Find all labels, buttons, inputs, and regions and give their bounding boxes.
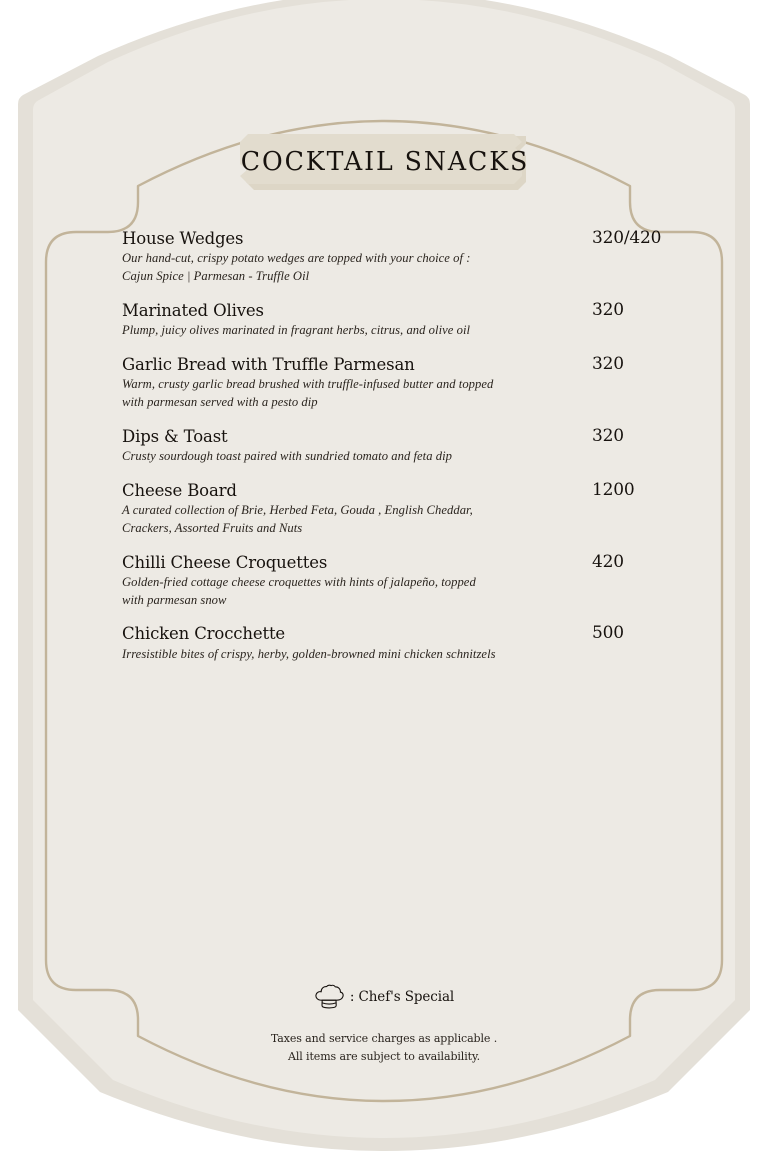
item-name: House Wedges — [122, 229, 244, 248]
item-name: Chilli Cheese Croquettes — [122, 552, 328, 572]
item-description-line: Cajun Spice | Parmesan - Truffle Oil — [122, 268, 310, 283]
menu-item — [122, 300, 682, 340]
chef-special-label: : Chef's Special — [349, 989, 455, 1005]
item-price: 320 — [592, 353, 624, 374]
item-description-line: Golden-fried cottage cheese croquettes with hints of jalapeño, topped — [122, 574, 476, 589]
item-description-line: Plump, juicy olives marinated in fragrant herbs, citrus, and olive oil — [122, 322, 471, 337]
item-price: 420 — [592, 551, 624, 572]
item-name: Garlic Bread with Truffle Parmesan — [122, 354, 415, 374]
item-description-line: Crusty sourdough toast paired with sundried tomato and feta dip — [122, 448, 453, 463]
item-description — [122, 448, 552, 466]
item-description — [122, 322, 552, 340]
item-description-line: A curated collection of Brie, Herbed Feta, Gouda , English Cheddar, — [122, 502, 473, 517]
item-description-line: Our hand-cut, crispy potato wedges are topped with your choice of : — [122, 251, 471, 266]
item-description-line: with parmesan snow — [122, 592, 227, 607]
item-price: 320 — [592, 425, 624, 446]
item-description — [122, 646, 552, 664]
menu-item — [122, 623, 682, 663]
page-title: COCKTAIL SNACKS — [240, 147, 530, 177]
chef-special-legend — [0, 984, 768, 1010]
item-name: Cheese Board — [122, 480, 237, 500]
item-description-line: Irresistible bites of crispy, herby, golden-browned mini chicken schnitzels — [122, 646, 496, 661]
item-description — [122, 502, 552, 538]
menu-footer — [0, 984, 768, 1066]
item-description-line: Warm, crusty garlic bread brushed with truffle-infused butter and topped — [122, 376, 494, 391]
menu-item-list — [122, 228, 682, 677]
item-name: Marinated Olives — [122, 300, 264, 320]
menu-item — [122, 354, 682, 412]
menu-item — [122, 480, 682, 538]
chef-hat-icon — [314, 984, 344, 1010]
item-name: Chicken Crocchette — [122, 624, 286, 644]
menu-item — [122, 426, 682, 466]
item-price: 320/420 — [592, 228, 662, 248]
fine-print-line: Taxes and service charges as applicable . — [270, 1032, 498, 1045]
item-name: Dips & Toast — [122, 426, 228, 446]
item-price: 320 — [592, 299, 624, 320]
item-description — [122, 574, 552, 610]
title-banner — [240, 134, 530, 190]
fine-print-line: All items are subject to availability. — [287, 1049, 481, 1063]
item-description — [122, 250, 552, 286]
menu-item — [122, 228, 682, 286]
item-description — [122, 376, 552, 412]
item-description-line: Crackers, Assorted Fruits and Nuts — [122, 520, 303, 535]
item-price: 1200 — [592, 479, 635, 500]
item-price: 500 — [592, 623, 624, 644]
fine-print — [0, 1030, 768, 1066]
item-description-line: with parmesan served with a pesto dip — [122, 394, 318, 409]
menu-item — [122, 552, 682, 610]
